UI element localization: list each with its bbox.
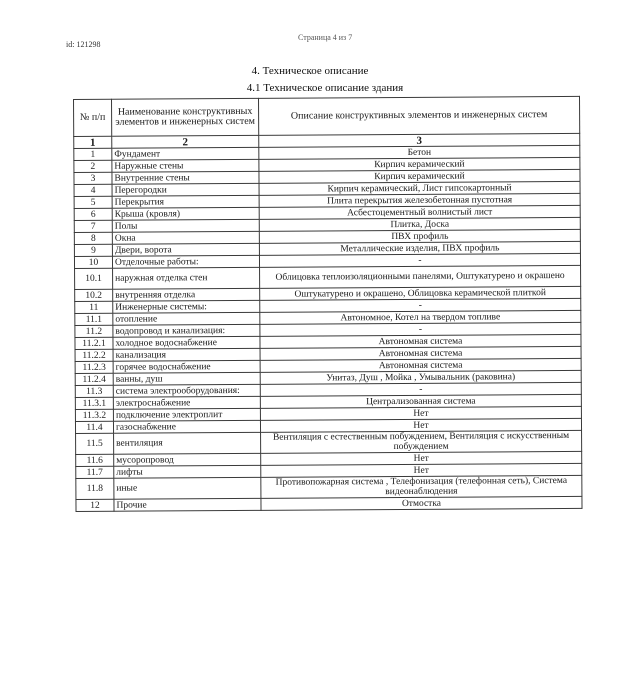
row-number: 10 xyxy=(74,256,112,268)
row-number: 11.6 xyxy=(76,454,114,466)
row-description: Металлические изделия, ПВХ профиль xyxy=(259,241,580,255)
row-number: 11.3 xyxy=(75,385,113,397)
row-element-name: иные xyxy=(114,477,261,499)
row-element-name: электроснабжение xyxy=(113,396,260,409)
row-element-name: Крыша (кровля) xyxy=(112,207,259,220)
row-number: 4 xyxy=(74,184,112,196)
row-description: Нет xyxy=(260,418,581,432)
row-number: 2 xyxy=(74,160,112,172)
column-index: 3 xyxy=(259,133,580,147)
row-number: 11.3.2 xyxy=(75,409,113,421)
row-element-name: мусоропровод xyxy=(114,453,261,466)
column-index: 1 xyxy=(74,136,112,148)
row-description: Асбестоцементный волнистый лист xyxy=(259,205,580,219)
column-header-number: № п/п xyxy=(74,99,112,136)
row-number: 11.1 xyxy=(75,313,113,325)
row-element-name: Внутренние стены xyxy=(112,171,259,184)
row-number: 11 xyxy=(75,301,113,313)
row-description: - xyxy=(259,253,580,267)
row-description: Плита перекрытия железобетонная пустотная xyxy=(259,193,580,207)
row-element-name: система электрооборудования: xyxy=(113,384,260,397)
row-description: Облицовка теплоизоляционными панелями, Оштукатурено и окрашено xyxy=(260,265,581,288)
table-body xyxy=(74,133,582,511)
row-number: 1 xyxy=(74,148,112,160)
row-number: 11.2.2 xyxy=(75,349,113,361)
row-description: Кирпич керамический xyxy=(259,157,580,171)
row-element-name: лифты xyxy=(114,465,261,478)
row-number: 3 xyxy=(74,172,112,184)
row-number: 10.2 xyxy=(75,289,113,301)
row-description: - xyxy=(260,298,581,312)
column-index: 2 xyxy=(112,135,259,148)
row-number: 11.2.4 xyxy=(75,373,113,385)
row-element-name: Окна xyxy=(112,231,259,244)
row-element-name: канализация xyxy=(113,348,260,361)
row-number: 11.7 xyxy=(76,466,114,478)
row-number: 11.5 xyxy=(76,433,114,454)
page-number: Страница 4 из 7 xyxy=(298,33,353,42)
row-description: Кирпич керамический xyxy=(259,169,580,183)
column-header-element-name: Наименование конструктивных элементов и инженерных систем xyxy=(112,98,259,136)
row-description: Автономное, Котел на твердом топливе xyxy=(260,310,581,324)
row-number: 7 xyxy=(74,220,112,232)
row-element-name: Отделочные работы: xyxy=(112,255,259,268)
table-row xyxy=(76,496,582,511)
row-description: ПВХ профиль xyxy=(259,229,580,243)
row-number: 8 xyxy=(74,232,112,244)
row-number: 11.8 xyxy=(76,478,114,499)
row-description: Автономная система xyxy=(260,346,581,360)
row-element-name: ванны, душ xyxy=(113,372,260,385)
column-header-description: Описание конструктивных элементов и инженерных систем xyxy=(258,96,579,135)
row-description: - xyxy=(260,382,581,396)
row-description: Бетон xyxy=(259,145,580,159)
row-description: Централизованная система xyxy=(260,394,581,408)
row-element-name: холодное водоснабжение xyxy=(113,336,260,349)
row-element-name: Наружные стены xyxy=(112,159,259,172)
row-number: 10.1 xyxy=(75,268,113,289)
row-description: - xyxy=(260,322,581,336)
row-description: Нет xyxy=(260,406,581,420)
row-description: Автономная система xyxy=(260,358,581,372)
row-element-name: горячее водоснабжение xyxy=(113,360,260,373)
row-element-name: Перегородки xyxy=(112,183,259,196)
row-element-name: Полы xyxy=(112,219,259,232)
row-description: Противопожарная система , Телефонизация (телефонная сеть), Система видеонаблюдения xyxy=(261,475,582,498)
row-element-name: вентиляция xyxy=(114,432,261,454)
row-element-name: наружная отделка стен xyxy=(113,267,260,289)
row-element-name: газоснабжение xyxy=(113,420,260,433)
row-number: 5 xyxy=(74,196,112,208)
subsection-title: 4.1 Техническое описание здания xyxy=(246,82,404,94)
row-description: Отмостка xyxy=(261,496,582,510)
row-element-name: Перекрытия xyxy=(112,195,259,208)
row-element-name: водопровод и канализация: xyxy=(113,324,260,337)
row-description: Кирпич керамический, Лист гипсокартонный xyxy=(259,181,580,195)
row-description: Унитаз, Душ , Мойка , Умывальник (раковина) xyxy=(260,370,581,384)
row-number: 11.4 xyxy=(75,421,113,433)
row-element-name: Двери, ворота xyxy=(112,243,259,256)
row-number: 11.2.3 xyxy=(75,361,113,373)
row-element-name: Прочие xyxy=(114,498,261,511)
row-description: Нет xyxy=(261,451,582,465)
section-title: 4. Техническое описание xyxy=(251,65,369,77)
row-number: 11.2.1 xyxy=(75,337,113,349)
document-id: id: 121298 xyxy=(66,40,101,49)
row-number: 11.2 xyxy=(75,325,113,337)
row-element-name: отопление xyxy=(113,312,260,325)
row-element-name: Фундамент xyxy=(112,147,259,160)
row-element-name: внутренняя отделка xyxy=(113,288,260,301)
row-number: 9 xyxy=(74,244,112,256)
row-description: Оштукатурено и окрашено, Облицовка керамической плиткой xyxy=(260,286,581,300)
row-description: Нет xyxy=(261,463,582,477)
row-description: Вентиляция с естественным побуждением, Вентиляция с искусственным побуждением xyxy=(261,430,582,453)
row-number: 12 xyxy=(76,499,114,511)
row-number: 11.3.1 xyxy=(75,397,113,409)
row-element-name: Инженерные системы: xyxy=(113,300,260,313)
table-header-row xyxy=(74,96,580,136)
technical-description-table xyxy=(73,96,583,512)
row-number: 6 xyxy=(74,208,112,220)
row-description: Автономная система xyxy=(260,334,581,348)
row-element-name: подключение электроплит xyxy=(113,408,260,421)
row-description: Плитка, Доска xyxy=(259,217,580,231)
